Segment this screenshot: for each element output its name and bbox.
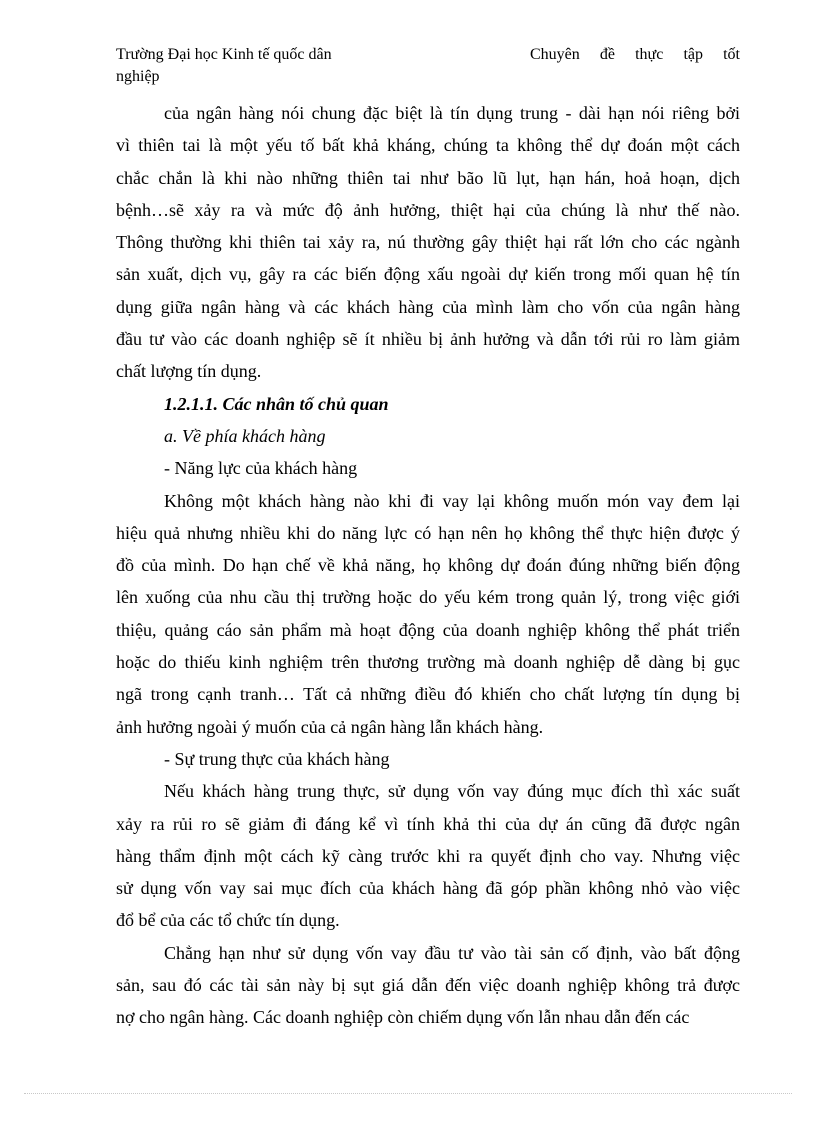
text-line: Nếu khách hàng trung thực, sử dụng vốn vay đúng mục đích thì xác suất [164, 781, 740, 802]
paragraph-natural-disaster [116, 97, 740, 388]
text-line: Chẳng hạn như sử dụng vốn vay đầu tư vào tài sản cố định, vào bất động [164, 942, 740, 963]
text-line: sử dụng vốn vay sai mục đích của khách hàng đã góp phần không nhỏ vào việc [116, 878, 740, 899]
text-line: nợ cho ngân hàng. Các doanh nghiệp còn chiếm dụng vốn lẫn nhau dẫn đến các [116, 1007, 690, 1028]
paragraph-capacity [116, 485, 740, 743]
text-line: đổ bể của các tổ chức tín dụng. [116, 910, 340, 931]
text-line: lên xuống của nhu cầu thị trường hoặc do yếu kém trong quản lý, trong việc giới [116, 587, 740, 608]
list-item-capacity: - Năng lực của khách hàng [164, 458, 358, 479]
header-school: Trường Đại học Kinh tế quốc dân [116, 46, 332, 63]
text-line: đầu tư vào các doanh nghiệp sẽ ít nhiều bị ảnh hưởng và dẫn tới rủi ro làm giảm [116, 329, 740, 350]
header-topic-word: tập [683, 46, 703, 63]
text-line: ngã trong cạnh tranh… Tất cả những điều đó khiến cho chất lượng tín dụng bị [116, 684, 740, 705]
document-body [116, 97, 740, 1034]
section-heading: 1.2.1.1. Các nhân tố chủ quan [164, 393, 389, 414]
text-line: hàng thẩm định một cách kỹ càng trước khi ra quyết định cho vay. Nhưng việc [116, 845, 740, 866]
text-line: sản xuất, dịch vụ, gây ra các biến động xấu ngoài dự kiến trong mối quan hệ tín [116, 264, 740, 285]
paragraph-example [116, 937, 740, 1034]
text-line: hiệu quả nhưng nhiều khi do năng lực có hạn nên họ không thể thực hiện được ý [116, 522, 740, 543]
text-line: chắc chắn là khi nào những thiên tai như bão lũ lụt, hạn hán, hoả hoạn, dịch [116, 167, 740, 188]
paragraph-honesty [116, 775, 740, 936]
header-topic-word: đề [599, 46, 615, 63]
text-line: Thông thường khi thiên tai xảy ra, nú thường gây thiệt hại rất lớn cho các ngành [116, 232, 740, 253]
text-line: bệnh…sẽ xảy ra và mức độ ảnh hưởng, thiệt hại của chúng là như thế nào. [116, 199, 740, 220]
text-line: dụng giữa ngân hàng và các khách hàng của mình làm cho vốn của ngân hàng [116, 296, 740, 317]
list-item-honesty: - Sự trung thực của khách hàng [164, 748, 390, 769]
header-topic-word: tốt [723, 46, 740, 63]
text-line: sản, sau đó các tài sản này bị sụt giá dẫn đến việc doanh nghiệp không trả được [116, 975, 740, 996]
header-topic-word: Chuyên [530, 46, 580, 63]
text-line: hoặc do thiếu kinh nghiệm trên thương trường mà doanh nghiệp dễ dàng bị gục [116, 652, 740, 673]
subsection-heading: a. Về phía khách hàng [164, 425, 326, 446]
header-topic-word: thực [635, 46, 664, 63]
header-topic-continuation: nghiệp [116, 68, 160, 85]
text-line: thiệu, quảng cáo sản phẩm mà hoạt động của doanh nghiệp không thể phát triển [116, 619, 740, 640]
text-line: của ngân hàng nói chung đặc biệt là tín dụng trung - dài hạn nói riêng bởi [164, 103, 740, 123]
text-line: vì thiên tai là một yếu tố bất khả kháng, chúng ta không thể dự đoán một cách [116, 135, 740, 156]
text-line: ảnh hưởng ngoài ý muốn của cả ngân hàng lẫn khách hàng. [116, 716, 544, 737]
header-topic [530, 44, 740, 66]
text-line: xảy ra rủi ro sẽ giảm đi đáng kể vì tính khả thi của dự án cũng đã được ngân [116, 813, 740, 834]
page-header [116, 44, 740, 92]
page-bottom-divider [24, 1093, 792, 1094]
text-line: đồ của mình. Do hạn chế về khả năng, họ không dự đoán đúng những biến động [116, 555, 740, 576]
text-line: Không một khách hàng nào khi đi vay lại không muốn món vay đem lại [164, 490, 740, 511]
text-line: chất lượng tín dụng. [116, 361, 262, 382]
